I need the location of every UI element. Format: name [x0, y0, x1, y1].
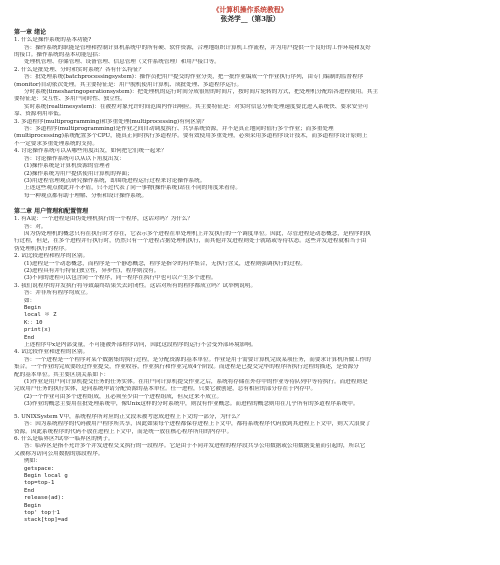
- code-line: release(ad):: [24, 495, 65, 502]
- document-title: 《计算机操作系统教程》: [212, 6, 288, 14]
- text-line: 完成用户任务的执行实体，是向系统申请分配资源的基本单位。任一进程，只要它被创建，总有相应的部分存在于内存中。: [14, 386, 317, 393]
- text-line: 如：: [24, 297, 36, 304]
- text-line: (1)进程是一个动态概念，而程序是一个静态概念，程序是指令的有序集合，无执行含义，进程则强调执行的过程。: [24, 260, 307, 267]
- question-line: 3. 我们说程序的并发执行将导致最终结果失去封闭性。这话对所有的程序都成立吗？试举例说明。: [14, 282, 257, 289]
- text-line: 因为伪处理机的概念只有在执行时才存在，它表示多个进程在单处理机上并发执行的一个调度单位。因此，尽管进程是动态概念，是程序的执: [24, 230, 371, 237]
- question-line: 4. 讨论操作系统可以从哪些角度出发，如何把它们统一起来？: [14, 148, 167, 155]
- text-line: 上述程序中x是内部变量，不可能被外部程序访问，因此这段程序的运行不会受外部环境影响。: [24, 342, 257, 349]
- text-line: (1)作业是用户向计算机提交任务的任务实体。在用户向计算机提交作业之后，系统将存储在外存中的作业等待队列中等待执行。而进程则是: [24, 379, 368, 386]
- text-line: 不一定要求多重处理系统的支持。: [14, 140, 98, 147]
- text-line: 伪处理机执行的程序。: [14, 245, 70, 252]
- text-line: 答：一个进程是一个程序对某个数据集的执行过程，是分配资源的基本单位。作业是用于需要计算机完成某项任务，而要求计算机所做工作的: [24, 356, 371, 363]
- code-line: local ＊ Z: [24, 312, 57, 319]
- text-line: 答：批处理系统(batchprocessingsystem)：操作员把用户提交的作业分类，把一批作业编成一个作业执行序列，由专门编制的监督程序: [24, 74, 364, 81]
- code-line: K：：10: [24, 319, 43, 326]
- text-line: (3)作业的概念主要用在批处理系统中，像Unix这样的分时系统中，则没有作业概念。而进程的概念则用在几乎所有的多道程序系统中。: [24, 401, 359, 408]
- code-line: Begin local g: [24, 472, 68, 479]
- text-line: 答：操作系统的职能是管理和控制计算机系统中的所有硬、软件资源，合理地组织计算机工作流程，并为用户提供一个良好的工作环境和友好: [24, 44, 371, 51]
- code-line: top=top-1: [24, 480, 55, 487]
- text-line: (1)操作系统是计算机资源的管理者: [24, 163, 111, 170]
- question-line: 3. 多道程序(multiprogramming)和多重处理(multiprocessing)有何区别？: [14, 118, 208, 125]
- text-line: 配的基本单位。其主要区别关系如下：: [14, 371, 110, 378]
- text-line: 分时系统(timesharingoperationsystem)：把处理机的运行时间分成很短的时间片，按时间片轮转的方式，把处理机分配给各进程使用。其主: [24, 89, 379, 96]
- code-line: Begin: [24, 305, 41, 311]
- text-line: (2)操作系统为用户提供使用计算机的界面；: [24, 170, 133, 177]
- question-line: 4. 试比较作业和进程的区别。: [14, 349, 89, 356]
- question-line: 2. 试比较进程和程序的区别。: [14, 253, 89, 260]
- text-line: 实时系统(realtimesystem)：在被控对象允许时间范围内作出响应。其主要特征是：对实时信息分析处理速度要比进入系统快、要求安全可: [24, 103, 369, 110]
- text-line: 答：讨论操作系统可以从以下角度出发：: [24, 155, 125, 162]
- chapter-2-heading: 第二章 用户管理和配置管理: [14, 208, 89, 216]
- title-block: [14, 6, 486, 23]
- code-line: print(x): [24, 327, 51, 334]
- text-line: (2)进程具有并行特征(独立性，异步性)，程序则没有。: [24, 267, 160, 274]
- text-line: (3)用进程管理观点研究操作系统，即围绕进程运行过程来讨论操作系统。: [24, 177, 206, 184]
- code-line: getspace:: [24, 465, 55, 472]
- text-line: 答：因为系统程序的代码被用户程序所共享，因此如果每个进程都保存进程上下文中，都将系统程序代码放到其进程上下文中，则大大浪费了: [24, 421, 371, 428]
- question-line: 6. 什么是临界区?试举一临界区的例子。: [14, 435, 114, 442]
- code-line: stack[top]=ad: [24, 517, 68, 524]
- question-line: 5. UNIXSystem V中，系统程序所对应的正文段未被考虑成进程上下文的一部分，为什么？: [14, 413, 243, 420]
- text-line: 答：对。: [24, 223, 47, 230]
- chapter-1-body: [14, 37, 486, 200]
- question-line: 2. 什么是批处理、分时和实时系统？各有什么特征？: [14, 66, 145, 73]
- code-line: End: [24, 487, 35, 494]
- question-line: 1. 什么是操作系统的基本功能?: [14, 37, 92, 44]
- chapter-2-body: [14, 216, 486, 525]
- text-line: 答：临界区是指不允许多个并发进程交叉执行的一段程序。它是由于不同并发进程的程序段共享公用数据或公用数据变量而引起的，所以它: [24, 443, 366, 450]
- text-line: 的接口。操作系统的基本功能包括：: [14, 52, 104, 58]
- text-line: (monitor)自动依次处理。其主要特征是：用户脱机使用计算机、成批处理、多道程序运行。: [14, 81, 243, 88]
- text-line: 要特征是：交互性、多用户同时性、独立性。: [14, 96, 126, 103]
- text-line: 又被称为访问公用数据的那段程序。: [14, 450, 104, 457]
- text-line: 集合。一个作业的完成要经过作业提交，作业收容，作业执行和作业完成4个阶段。而进程是已提交完毕的程序所执行过程的描述，是资源分: [14, 364, 359, 371]
- code-line: End: [24, 334, 35, 341]
- text-line: (2)一个作业可由多个进程组成，且必须至少由一个进程组成，但反过来不成立。: [24, 393, 223, 400]
- text-line: 靠、资源利用率低。: [14, 111, 65, 118]
- text-line: 答：多道程序(multiprogramming)是作业之间自动调度执行、共享系统资源，并不是真正地同时值行多个作业；而多重处理: [24, 126, 334, 133]
- text-line: 行过程，但是，在多个进程并行执行时，仍然只有一个进程占据处理机执行，而其他并发进程则处于就绪或等待状态。这些并发进程就相当于由: [14, 238, 367, 245]
- text-line: 答：并非所有程序均成立。: [24, 290, 92, 297]
- code-line: Begin: [24, 502, 41, 509]
- question-line: 1. 有A说：一个进程是由伪处理机执行的一个程序，这话对吗？为什么？: [14, 216, 193, 223]
- chapter-1-heading: 第一章 绪论: [14, 29, 47, 37]
- text-line: 资源。因此系统程序的代码不放在进程上下文中，而是统一放在核心程序所用的内存中。: [14, 428, 233, 435]
- section-gap: [14, 200, 486, 205]
- text-line: 例如：: [24, 458, 41, 465]
- text-line: 每一种观点都有助于理解、分析和设计操作系统。: [24, 192, 148, 199]
- text-line: (3)不同的进程可以包含同一个程序，同一程序在执行中也可以产生多个进程。: [24, 275, 217, 282]
- code-line: top' top十1: [24, 509, 60, 516]
- text-line: 处理机管理、存储管理、设备管理、信息管理（文件系统管理）和用户接口等。: [24, 59, 220, 66]
- text-line: 上述这些观点彼此并不矛盾，只不过代表了同一事物(操作系统)站在不同的角度来看待。: [24, 185, 241, 192]
- document-subtitle: 张尧学__（第3版）: [220, 14, 280, 23]
- text-line: (multiprocessing)系统配置多个CPU，能真正同时执行多道程序。要有效使用多重处理，必须采用多道程序设计技术，而多道程序设计原则上: [14, 133, 368, 140]
